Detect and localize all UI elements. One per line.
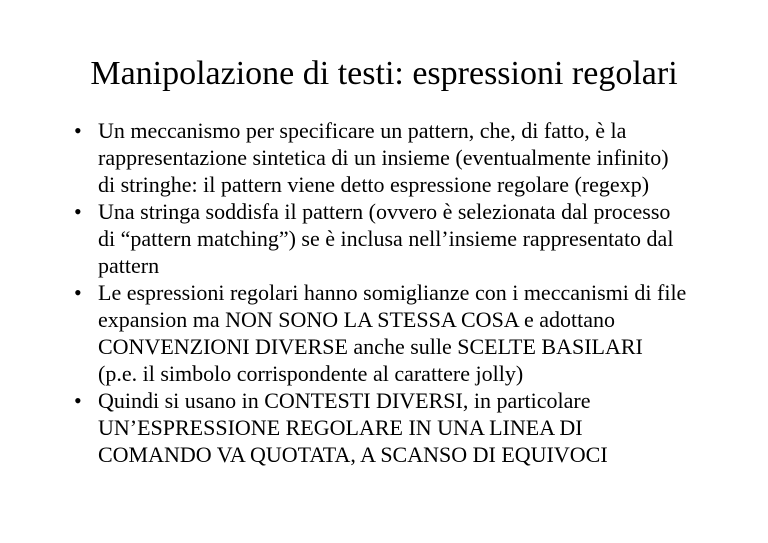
bullet-item xyxy=(72,279,712,387)
bullet-line: di stringhe: il pattern viene detto espressione regolare (regexp) xyxy=(98,172,650,197)
bullet-line: Quindi si usano in CONTESTI DIVERSI, in particolare xyxy=(98,388,591,413)
bullet-text xyxy=(98,279,712,387)
bullet-item xyxy=(72,198,712,279)
bullet-marker: • xyxy=(74,280,82,305)
bullet-line: expansion ma NON SONO LA STESSA COSA e adottano xyxy=(98,307,615,332)
slide-title: Manipolazione di testi: espressioni regolari xyxy=(90,55,678,92)
bullet-marker: • xyxy=(74,388,82,413)
bullet-text xyxy=(98,198,712,279)
bullet-line: di “pattern matching”) se è inclusa nell’insieme rappresentato dal xyxy=(98,226,674,251)
bullet-line: CONVENZIONI DIVERSE anche sulle SCELTE BASILARI xyxy=(98,334,643,359)
bullet-marker: • xyxy=(74,118,82,143)
bullet-line: pattern xyxy=(98,253,160,278)
bullet-text xyxy=(98,117,712,198)
bullet-line: rappresentazione sintetica di un insieme (eventualmente infinito) xyxy=(98,145,669,170)
bullet-text xyxy=(98,387,712,468)
bullet-line: COMANDO VA QUOTATA, A SCANSO DI EQUIVOCI xyxy=(98,442,608,467)
bullet-item xyxy=(72,117,712,198)
bullet-line: Le espressioni regolari hanno somiglianze con i meccanismi di file xyxy=(98,280,687,305)
bullet-line: (p.e. il simbolo corrispondente al carattere jolly) xyxy=(98,361,524,386)
bullet-item xyxy=(72,387,712,468)
bullet-line: UN’ESPRESSIONE REGOLARE IN UNA LINEA DI xyxy=(98,415,583,440)
bullet-line: Un meccanismo per specificare un pattern, che, di fatto, è la xyxy=(98,118,627,143)
bullet-marker: • xyxy=(74,199,82,224)
bullet-line: Una stringa soddisfa il pattern (ovvero è selezionata dal processo xyxy=(98,199,671,224)
bullet-list xyxy=(72,117,712,468)
